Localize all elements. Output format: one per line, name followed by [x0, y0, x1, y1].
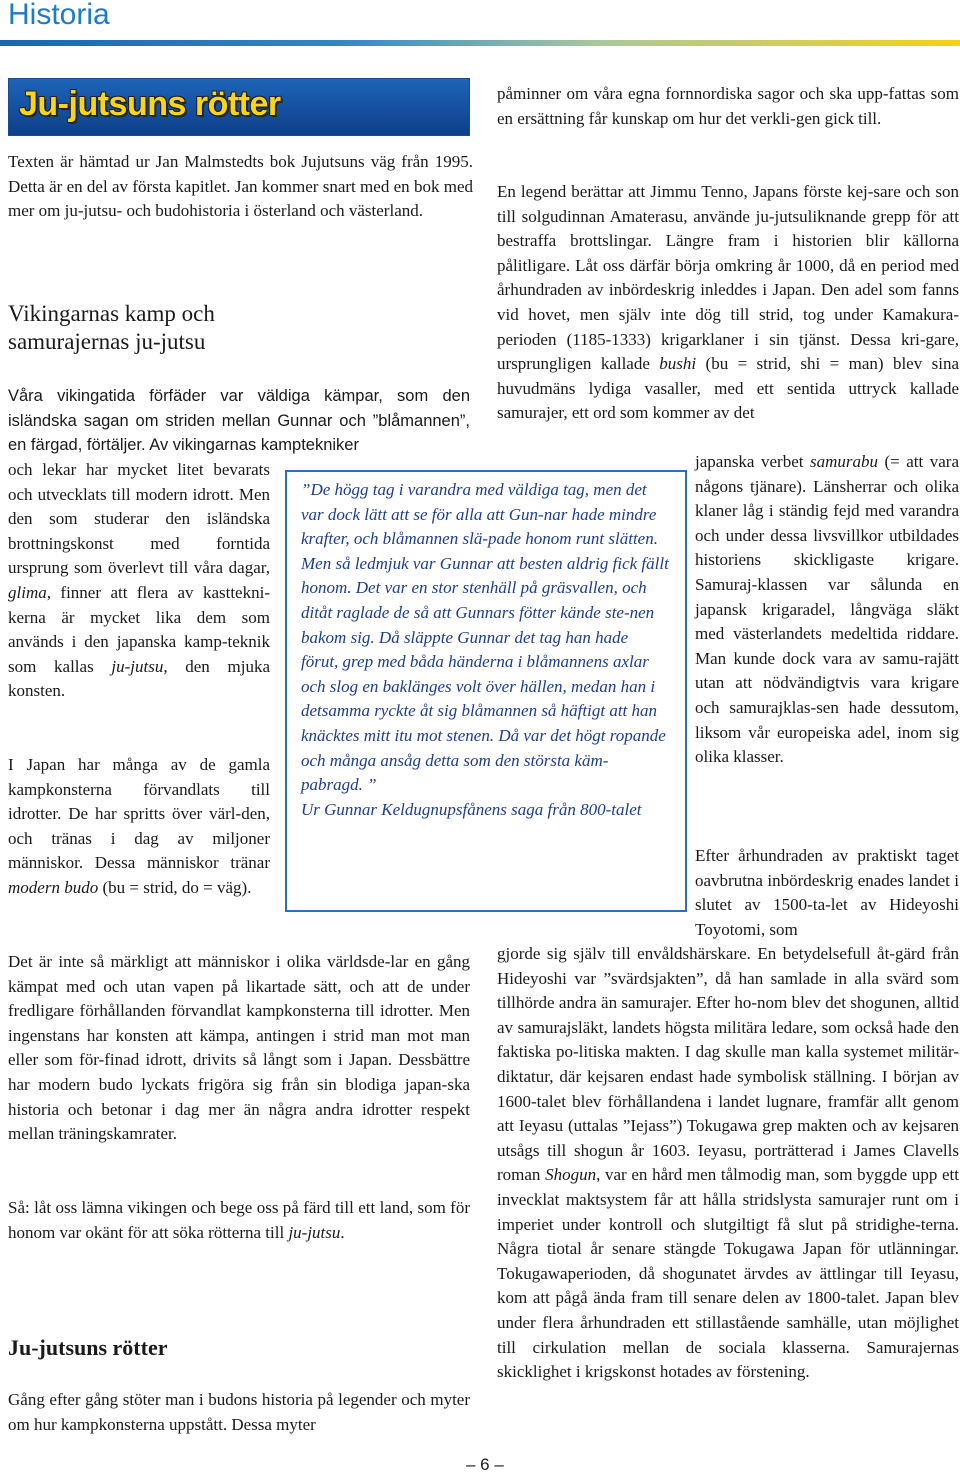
right-paragraph-1: påminner om våra egna fornnordiska sagor och ska upp-fattas som en ersättning får kunskap om hur det verkli-gen gick till.	[497, 84, 959, 128]
term-samurabu: samurabu	[809, 452, 878, 471]
term-jujutsu: ju-jutsu	[111, 656, 164, 676]
title-banner	[8, 78, 470, 136]
term-modern-budo: modern budo	[8, 877, 99, 897]
quote-body: ”De högg tag i varandra med väldiga tag, men det var dock lätt att se för alla att Gun-nar hade mindre krafter, och blåmannen slä-pade honom runt slätten. Men så ledmjuk var Gunnar att besten aldrig fick fällt honom. Det var en stor stenhäll på gräsvallen, och ditåt raglade de så att Gunnars fötter kände ste-nen bakom sig. Då släppte Gunnar det tag han hade förut, grep med båda händerna i blåmannens axlar och slog en baklänges volt över hällen, medan han i detsamma ryckte åt sig blåmannen så häftigt att han knäcktes mitt itu mot stenen. Då var det högt ropande och många ansåg detta som den största käm-pabragd. ”	[301, 480, 669, 795]
term-shogun: Shogun	[545, 1165, 597, 1185]
heading-roots: Ju-jutsuns rötter	[8, 1335, 168, 1360]
vikings-paragraph-full: Våra vikingatida förfäder var väldiga kämpar, som den isländska sagan om striden mellan Gunnar och ”blåmannen”, en färgad, förtäljer. Av vikingarnas kamptekniker	[8, 387, 470, 455]
remarkable-paragraph: Det är inte så märkligt att människor i olika världsde-lar en gång kämpat med och utan vapen på likartade sätt, och att de under fredligare förhållanden förvandlat kampkonsterna till idrotter. Men ingenstans har konsten att kämpa, antingen i strid man mot man eller som för-finad idrott, drivits så långt som i Japan. Dessbättre har modern budo lyckats frigöra sig från sin blodiga japan-ska historia och betonar i dag mer än några andra idrotter respekt mellan träningskamrater.	[8, 952, 470, 1144]
right-narrow-paragraph	[695, 450, 959, 770]
term-jujutsu: ju-jutsu	[288, 1222, 341, 1242]
right-full-paragraph	[497, 942, 959, 1385]
text-run: (bu = strid, do = väg).	[98, 877, 252, 897]
japan-paragraph	[8, 753, 270, 901]
saga-quote	[301, 478, 669, 822]
header-rule	[0, 40, 960, 46]
right-narrow-paragraph-2: Efter århundraden av praktiskt taget oavbrutna inbördeskrig enades landet i slutet av 1500-ta-let av Hideyoshi Toyotomi, som	[695, 846, 959, 939]
quote-source: Ur Gunnar Keldugnupsfånens saga från 800-talet	[301, 799, 642, 819]
banner-title: Ju-jutsuns rötter	[19, 85, 281, 123]
text-run: japanska verbet	[695, 452, 810, 471]
term-glima: glima	[8, 582, 47, 602]
text-run: och lekar har mycket litet bevarats och utvecklats till modern idrott. Men den som studerar den isländska brottningskonst med forntida ursprung som överlevt till våra dagar,	[8, 460, 270, 578]
text-run: Så: låt oss lämna vikingen och bege oss på färd till ett land, som för honom var okänt för att söka rötterna till	[8, 1198, 470, 1242]
text-run: gjorde sig själv till envåldshärskare. En betydelsefull åt-gärd från Hideyoshi var ”svärdsjakten”, då han samlade in alla svärd som tillhörde andra än samurajer. Efter ho-nom blev det shogunen, alltid av samurajsläkt, landets högsta militära ledare, som också hade den faktiska po-litiska makten. I dag skulle man kalla systemet militär-diktatur, där kejsaren endast hade symbolisk ställning. I början av 1600-talet blev förhållandena i landet lugnare, framfär allt genom att Ieyasu (uttalas ”Iejass”) Tokugawa grep makten och av kejsaren utsågs till shogun år 1603. Ieyasu, porträtterad i James Clavells roman	[497, 944, 959, 1185]
vikings-paragraph-narrow	[8, 458, 270, 704]
term-bushi: bushi	[659, 354, 697, 374]
text-run: (bu = strid, shi = man) blev sina huvudmäns lydiga vasaller, med ett sentida uttryck kallade samurajer, ett ord som kommer av det	[497, 354, 959, 423]
right-paragraph-2	[497, 180, 959, 426]
text-run: (= att vara någons tjänare). Länsherrar och olika klaner låg i ständig fejd med varandra och under dessa livsvillkor utbildades historiens skickligaste krigare. Samuraj-klassen var sålunda en japansk krigaradel, långväga släkt med västerlandets medeltida riddare. Man kunde dock vara av samu-rajätt utan att nödvändigtvis vara krigare och samurajklas-sen hade dessutom, liksom vår europeiska adel, inom sig olika klasser.	[695, 452, 959, 767]
text-run: .	[340, 1222, 345, 1242]
text-run: , den mjuka konsten.	[8, 656, 270, 701]
intro-paragraph: Texten är hämtad ur Jan Malmstedts bok Jujutsuns väg från 1995. Detta är en del av första kapitlet. Jan kommer snart med en bok med mer om ju-jutsu- och budohistoria i österland och västerland.	[8, 152, 473, 221]
page-number: – 6 –	[466, 1455, 504, 1474]
legends-paragraph: Gång efter gång stöter man i budons historia på legender och myter om hur kampkonsterna uppstått. Dessa myter	[8, 1390, 470, 1434]
saga-quote-box	[285, 470, 687, 912]
text-run: I Japan har många av de gamla kampkonsterna förvandlats till idrotter. De har spritts över värl-den, och tränas i dag av miljoner människor. Dessa människor tränar	[8, 755, 270, 873]
section-label: Historia	[8, 0, 110, 31]
text-run: , var en hård men tålmodig man, som byggde upp ett invecklat maktsystem får att hålla stridslysta samurajer runt om i imperiet under kontroll och slutgiltigt få slut på stridighe-terna. Några tiotal år senare stängde Tokugawa Japan för utlänningar. Tokugawaperioden, då shogunatet ärvdes av ättlingar till Ieyasu, kom att pågå ända fram till senare delen av 1800-talet. Japan blev under flera århundraden ett stillastående samhälle, utan möjlighet till cirkulation mellan de sociala klasserna. Samurajernas skicklighet i krigskonst hotades av förstening.	[497, 1165, 959, 1382]
heading-vikings: Vikingarnas kamp och samurajernas ju-jutsu	[8, 301, 215, 354]
text-run: En legend berättar att Jimmu Tenno, Japans förste kej-sare och son till solgudinnan Amaterasu, använde ju-jutsuliknande grepp för att bestraffa brottslingar. Längre fram i historien blir källorna pålitligare. Låt oss därfär börja omkring år 1000, då en period med århundraden av inbördeskrig inleddes i Japan. Den adel som fanns vid hovet, men själv inte dög till strid, tog under Kamakura-perioden (1185-1333) krigarklaner i sin tjänst. Dessa kri-gare, ursprungligen kallade	[497, 182, 959, 374]
leave-paragraph	[8, 1196, 470, 1245]
text-run: , finner att flera av kasttekni-kerna är mycket lika dem som används i den japanska kamp-teknik som kallas	[8, 582, 270, 676]
